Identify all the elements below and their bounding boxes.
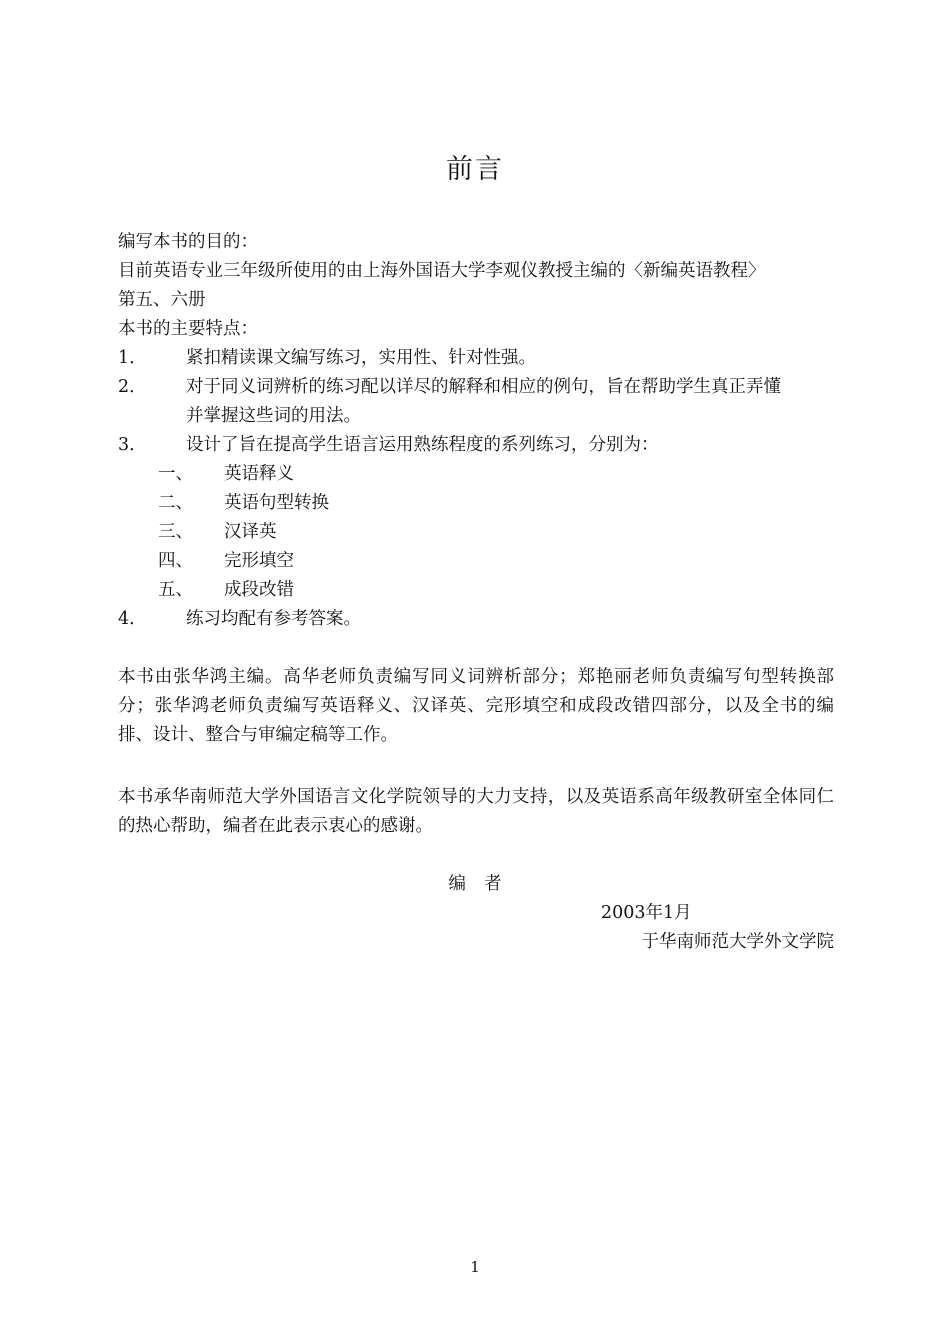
exercise-4-number: 四、 xyxy=(158,551,193,571)
purpose-heading: 编写本书的目的： xyxy=(118,232,258,252)
exercise-3-text: 汉译英 xyxy=(224,522,277,542)
exercise-1-text: 英语释义 xyxy=(224,464,294,484)
feature-3-text: 设计了旨在提高学生语言运用熟练程度的系列练习，分别为： xyxy=(186,435,659,455)
feature-1-number: 1． xyxy=(118,348,147,368)
exercise-3-number: 三、 xyxy=(158,522,193,542)
purpose-line-2: 第五、六册 xyxy=(118,290,206,310)
exercise-5-text: 成段改错 xyxy=(224,580,294,600)
thanks-paragraph: 本书承华南师范大学外国语言文化学院领导的大力支持，以及英语系高年级教研室全体同仁的热心帮助，编者在此表示衷心的感谢。 xyxy=(118,787,834,836)
feature-4-text: 练习均配有参考答案。 xyxy=(186,609,361,629)
exercise-4-text: 完形填空 xyxy=(224,551,294,571)
feature-2-text: 对于同义词辨析的练习配以详尽的解释和相应的例句，旨在帮助学生真正弄懂 xyxy=(186,377,781,397)
page-title: 前言 xyxy=(446,154,504,185)
exercise-1-number: 一、 xyxy=(158,464,193,484)
signature-author: 编者 xyxy=(448,874,520,894)
feature-4-number: 4． xyxy=(118,609,147,629)
purpose-line-1: 目前英语专业三年级所使用的由上海外国语大学李观仪教授主编的〈新编英语教程〉 xyxy=(118,261,766,281)
feature-2-number: 2． xyxy=(118,377,147,397)
exercise-2-number: 二、 xyxy=(158,493,193,513)
exercise-5-number: 五、 xyxy=(158,580,193,600)
features-heading: 本书的主要特点： xyxy=(118,319,258,339)
exercise-2-text: 英语句型转换 xyxy=(224,493,329,513)
signature-date: 2003年1月 xyxy=(601,903,692,923)
page-number: 1 xyxy=(470,1258,480,1276)
feature-1-text: 紧扣精读课文编写练习，实用性、针对性强。 xyxy=(186,348,536,368)
feature-3-number: 3． xyxy=(118,435,147,455)
signature-place: 于华南师范大学外文学院 xyxy=(641,932,834,952)
feature-2-text-continued: 并掌握这些词的用法。 xyxy=(186,406,361,426)
editors-paragraph: 本书由张华鸿主编。高华老师负责编写同义词辨析部分；郑艳丽老师负责编写句型转换部分；张华鸿老师负责编写英语释义、汉译英、完形填空和成段改错四部分，以及全书的编排、设计、整合与审编定稿等工作。 xyxy=(118,667,834,745)
